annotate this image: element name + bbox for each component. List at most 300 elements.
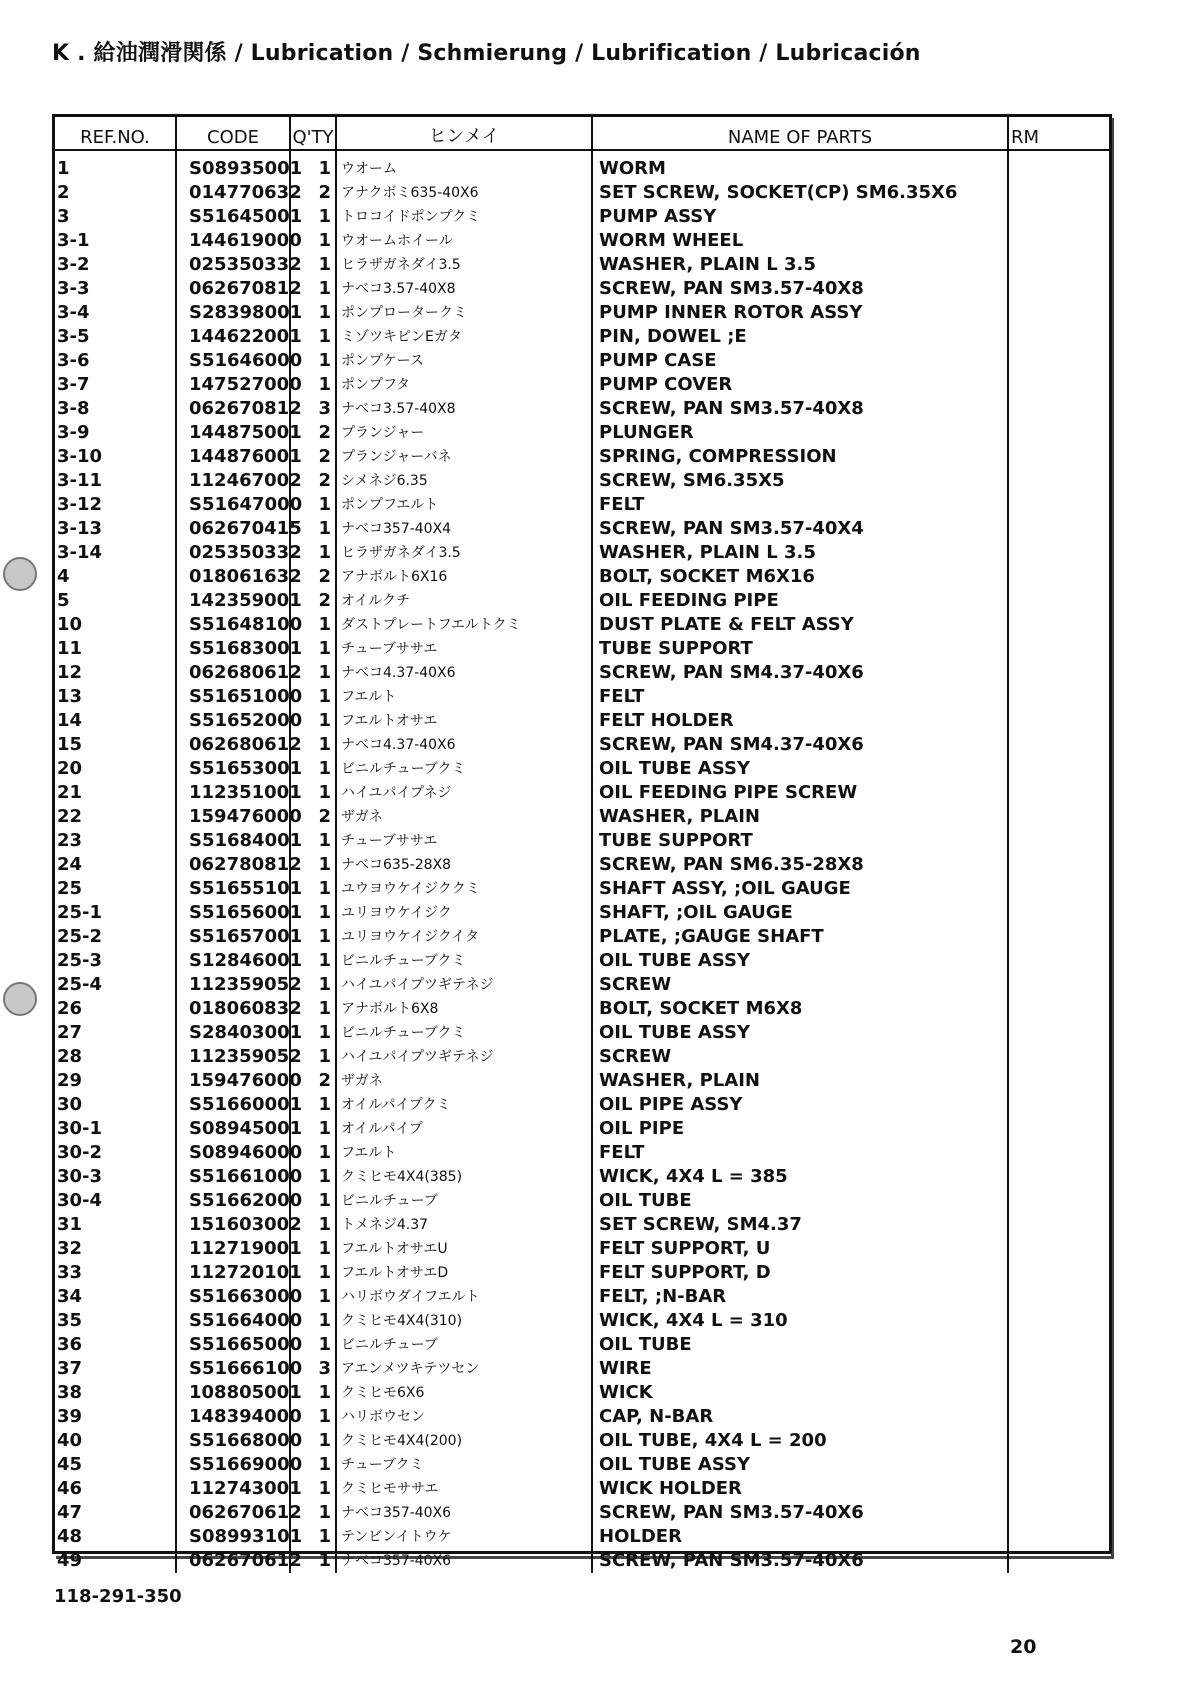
ref-no-cell: 40 [55, 1429, 176, 1453]
code-cell: S51668000 [176, 1429, 290, 1453]
qty-cell: 1 [290, 1549, 336, 1573]
qty-cell: 1 [290, 1093, 336, 1117]
katakana-name-cell: アナボルト6X8 [336, 997, 592, 1021]
table-row [55, 1141, 1109, 1165]
ref-no-cell: 3-9 [55, 421, 176, 445]
katakana-name-cell: ウオーム [336, 150, 592, 181]
table-row [55, 1477, 1109, 1501]
part-name-cell: PLUNGER [592, 421, 1008, 445]
header-katakana-name: ヒンメイ [336, 117, 592, 150]
qty-cell: 2 [290, 589, 336, 613]
part-name-cell: OIL PIPE ASSY [592, 1093, 1008, 1117]
part-name-cell: SCREW, PAN SM4.37-40X6 [592, 733, 1008, 757]
code-cell: 062670415 [176, 517, 290, 541]
ref-no-cell: 1 [55, 150, 176, 181]
part-name-cell: SHAFT, ;OIL GAUGE [592, 901, 1008, 925]
part-name-cell: WICK HOLDER [592, 1477, 1008, 1501]
code-cell: S28398001 [176, 301, 290, 325]
katakana-name-cell: オイルパイプ [336, 1117, 592, 1141]
part-name-cell: OIL PIPE [592, 1117, 1008, 1141]
remarks-cell [1008, 150, 1109, 181]
remarks-cell [1008, 397, 1109, 421]
ref-no-cell: 3-1 [55, 229, 176, 253]
remarks-cell [1008, 229, 1109, 253]
table-row [55, 517, 1109, 541]
katakana-name-cell: ダストプレートフエルトクミ [336, 613, 592, 637]
code-cell: S28403001 [176, 1021, 290, 1045]
code-cell: 062680612 [176, 661, 290, 685]
ref-no-cell: 25-1 [55, 901, 176, 925]
katakana-name-cell: ビニルチューブクミ [336, 949, 592, 973]
part-name-cell: SHAFT ASSY, ;OIL GAUGE [592, 877, 1008, 901]
table-header-row [55, 117, 1109, 150]
qty-cell: 1 [290, 1045, 336, 1069]
qty-cell: 1 [290, 973, 336, 997]
katakana-name-cell: フエルトオサエD [336, 1261, 592, 1285]
table-row [55, 1237, 1109, 1261]
katakana-name-cell: ハイユパイプツギテネジ [336, 973, 592, 997]
qty-cell: 1 [290, 277, 336, 301]
katakana-name-cell: プランジャー [336, 421, 592, 445]
katakana-name-cell: ポンプフエルト [336, 493, 592, 517]
qty-cell: 1 [290, 1189, 336, 1213]
code-cell: 112359052 [176, 973, 290, 997]
code-cell: 144876001 [176, 445, 290, 469]
part-name-cell: SCREW [592, 1045, 1008, 1069]
qty-cell: 2 [290, 469, 336, 493]
katakana-name-cell: ヒラザガネダイ3.5 [336, 253, 592, 277]
qty-cell: 1 [290, 1477, 336, 1501]
katakana-name-cell: アエンメツキテツセン [336, 1357, 592, 1381]
part-name-cell: FELT HOLDER [592, 709, 1008, 733]
katakana-name-cell: ザガネ [336, 1069, 592, 1093]
code-cell: 147527000 [176, 373, 290, 397]
ref-no-cell: 3-11 [55, 469, 176, 493]
code-cell: S51645001 [176, 205, 290, 229]
table-row [55, 1429, 1109, 1453]
table-row [55, 229, 1109, 253]
qty-cell: 1 [290, 1213, 336, 1237]
table-row [55, 1093, 1109, 1117]
katakana-name-cell: ナベコ635-28X8 [336, 853, 592, 877]
table-row [55, 1045, 1109, 1069]
ref-no-cell: 32 [55, 1237, 176, 1261]
code-cell: S51666100 [176, 1357, 290, 1381]
table-row [55, 1453, 1109, 1477]
katakana-name-cell: ミゾツキピンEガタ [336, 325, 592, 349]
table-row [55, 541, 1109, 565]
table-row [55, 1285, 1109, 1309]
remarks-cell [1008, 205, 1109, 229]
part-name-cell: HOLDER [592, 1525, 1008, 1549]
ref-no-cell: 3-14 [55, 541, 176, 565]
code-cell: 062670612 [176, 1501, 290, 1525]
part-name-cell: SCREW, PAN SM4.37-40X6 [592, 661, 1008, 685]
qty-cell: 1 [290, 781, 336, 805]
ref-no-cell: 10 [55, 613, 176, 637]
table-row [55, 445, 1109, 469]
part-name-cell: SCREW [592, 973, 1008, 997]
remarks-cell [1008, 733, 1109, 757]
code-cell: 144619000 [176, 229, 290, 253]
code-cell: S51661000 [176, 1165, 290, 1189]
ref-no-cell: 3 [55, 205, 176, 229]
remarks-cell [1008, 421, 1109, 445]
table-row [55, 829, 1109, 853]
katakana-name-cell: チューブクミ [336, 1453, 592, 1477]
table-row [55, 853, 1109, 877]
katakana-name-cell: ビニルチューブ [336, 1189, 592, 1213]
qty-cell: 1 [290, 1261, 336, 1285]
header-qty: Q'TY [290, 117, 336, 150]
table-row [55, 421, 1109, 445]
table-row [55, 1069, 1109, 1093]
part-name-cell: BOLT, SOCKET M6X8 [592, 997, 1008, 1021]
ref-no-cell: 30-2 [55, 1141, 176, 1165]
ref-no-cell: 37 [55, 1357, 176, 1381]
remarks-cell [1008, 1309, 1109, 1333]
parts-table [55, 117, 1109, 1573]
qty-cell: 1 [290, 1453, 336, 1477]
part-name-cell: FELT, ;N-BAR [592, 1285, 1008, 1309]
ref-no-cell: 35 [55, 1309, 176, 1333]
code-cell: S51684001 [176, 829, 290, 853]
ref-no-cell: 28 [55, 1045, 176, 1069]
header-remarks: RM [1008, 117, 1109, 150]
ref-no-cell: 21 [55, 781, 176, 805]
ref-no-cell: 22 [55, 805, 176, 829]
katakana-name-cell: クミヒモササエ [336, 1477, 592, 1501]
code-cell: S51653001 [176, 757, 290, 781]
table-row [55, 1165, 1109, 1189]
code-cell: 112351001 [176, 781, 290, 805]
katakana-name-cell: ユウヨウケイジククミ [336, 877, 592, 901]
ref-no-cell: 25-2 [55, 925, 176, 949]
remarks-cell [1008, 373, 1109, 397]
ref-no-cell: 3-13 [55, 517, 176, 541]
remarks-cell [1008, 1117, 1109, 1141]
part-name-cell: PLATE, ;GAUGE SHAFT [592, 925, 1008, 949]
katakana-name-cell: ナベコ4.37-40X6 [336, 661, 592, 685]
remarks-cell [1008, 1549, 1109, 1573]
part-name-cell: PUMP ASSY [592, 205, 1008, 229]
katakana-name-cell: チューブササエ [336, 829, 592, 853]
ref-no-cell: 49 [55, 1549, 176, 1573]
code-cell: 112359052 [176, 1045, 290, 1069]
table-row [55, 301, 1109, 325]
katakana-name-cell: トメネジ4.37 [336, 1213, 592, 1237]
part-name-cell: SCREW, SM6.35X5 [592, 469, 1008, 493]
katakana-name-cell: アナボルト6X16 [336, 565, 592, 589]
katakana-name-cell: ビニルチューブクミ [336, 757, 592, 781]
katakana-name-cell: ハイユパイプネジ [336, 781, 592, 805]
qty-cell: 1 [290, 1165, 336, 1189]
part-name-cell: SCREW, PAN SM3.57-40X6 [592, 1501, 1008, 1525]
part-name-cell: OIL TUBE ASSY [592, 757, 1008, 781]
part-name-cell: WASHER, PLAIN L 3.5 [592, 253, 1008, 277]
katakana-name-cell: プランジャーバネ [336, 445, 592, 469]
code-cell: S51683001 [176, 637, 290, 661]
table-row [55, 589, 1109, 613]
table-row [55, 1021, 1109, 1045]
table-body [55, 150, 1109, 1573]
part-name-cell: OIL TUBE ASSY [592, 1453, 1008, 1477]
ref-no-cell: 39 [55, 1405, 176, 1429]
code-cell: S51646000 [176, 349, 290, 373]
part-name-cell: SPRING, COMPRESSION [592, 445, 1008, 469]
qty-cell: 1 [290, 1525, 336, 1549]
table-row [55, 1525, 1109, 1549]
remarks-cell [1008, 661, 1109, 685]
table-row [55, 325, 1109, 349]
qty-cell: 1 [290, 1501, 336, 1525]
code-cell: S08935001 [176, 150, 290, 181]
header-ref-no: REF.NO. [55, 117, 176, 150]
qty-cell: 2 [290, 1069, 336, 1093]
katakana-name-cell: ザガネ [336, 805, 592, 829]
qty-cell: 1 [290, 877, 336, 901]
part-name-cell: OIL FEEDING PIPE [592, 589, 1008, 613]
qty-cell: 1 [290, 733, 336, 757]
ref-no-cell: 46 [55, 1477, 176, 1501]
katakana-name-cell: ナベコ357-40X6 [336, 1549, 592, 1573]
katakana-name-cell: シメネジ6.35 [336, 469, 592, 493]
part-name-cell: SCREW, PAN SM3.57-40X8 [592, 397, 1008, 421]
part-name-cell: SCREW, PAN SM3.57-40X4 [592, 517, 1008, 541]
remarks-cell [1008, 1141, 1109, 1165]
code-cell: S08993101 [176, 1525, 290, 1549]
qty-cell: 1 [290, 349, 336, 373]
katakana-name-cell: フエルト [336, 1141, 592, 1165]
qty-cell: 1 [290, 1429, 336, 1453]
remarks-cell [1008, 1477, 1109, 1501]
ref-no-cell: 30-1 [55, 1117, 176, 1141]
ref-no-cell: 25-4 [55, 973, 176, 997]
qty-cell: 1 [290, 997, 336, 1021]
remarks-cell [1008, 1261, 1109, 1285]
parts-table-frame [52, 114, 1112, 1571]
code-cell: S51663000 [176, 1285, 290, 1309]
ref-no-cell: 11 [55, 637, 176, 661]
part-name-cell: OIL TUBE, 4X4 L = 200 [592, 1429, 1008, 1453]
table-row [55, 1549, 1109, 1573]
table-row [55, 757, 1109, 781]
part-name-cell: PUMP CASE [592, 349, 1008, 373]
remarks-cell [1008, 1405, 1109, 1429]
code-cell: 025350332 [176, 541, 290, 565]
katakana-name-cell: フエルト [336, 685, 592, 709]
ref-no-cell: 3-5 [55, 325, 176, 349]
ref-no-cell: 33 [55, 1261, 176, 1285]
remarks-cell [1008, 325, 1109, 349]
part-name-cell: FELT SUPPORT, D [592, 1261, 1008, 1285]
code-cell: S51664000 [176, 1309, 290, 1333]
part-name-cell: DUST PLATE & FELT ASSY [592, 613, 1008, 637]
ref-no-cell: 3-4 [55, 301, 176, 325]
remarks-cell [1008, 277, 1109, 301]
remarks-cell [1008, 253, 1109, 277]
qty-cell: 2 [290, 181, 336, 205]
remarks-cell [1008, 757, 1109, 781]
katakana-name-cell: ユリヨウケイジクイタ [336, 925, 592, 949]
part-name-cell: TUBE SUPPORT [592, 829, 1008, 853]
katakana-name-cell: オイルパイプクミ [336, 1093, 592, 1117]
qty-cell: 1 [290, 901, 336, 925]
part-name-cell: WICK, 4X4 L = 310 [592, 1309, 1008, 1333]
remarks-cell [1008, 901, 1109, 925]
qty-cell: 1 [290, 1381, 336, 1405]
code-cell: 108805001 [176, 1381, 290, 1405]
remarks-cell [1008, 997, 1109, 1021]
code-cell: S51660001 [176, 1093, 290, 1117]
table-row [55, 373, 1109, 397]
remarks-cell [1008, 181, 1109, 205]
katakana-name-cell: オイルクチ [336, 589, 592, 613]
table-row [55, 613, 1109, 637]
ref-no-cell: 30 [55, 1093, 176, 1117]
part-name-cell: SCREW, PAN SM6.35-28X8 [592, 853, 1008, 877]
katakana-name-cell: トロコイドポンプクミ [336, 205, 592, 229]
table-row [55, 277, 1109, 301]
table-row [55, 1117, 1109, 1141]
part-name-cell: OIL TUBE ASSY [592, 1021, 1008, 1045]
remarks-cell [1008, 565, 1109, 589]
part-name-cell: OIL FEEDING PIPE SCREW [592, 781, 1008, 805]
code-cell: 144622001 [176, 325, 290, 349]
part-name-cell: SCREW, PAN SM3.57-40X6 [592, 1549, 1008, 1573]
table-row [55, 709, 1109, 733]
part-name-cell: PIN, DOWEL ;E [592, 325, 1008, 349]
remarks-cell [1008, 1045, 1109, 1069]
table-row [55, 565, 1109, 589]
ref-no-cell: 27 [55, 1021, 176, 1045]
remarks-cell [1008, 517, 1109, 541]
remarks-cell [1008, 1069, 1109, 1093]
qty-cell: 1 [290, 685, 336, 709]
katakana-name-cell: クミヒモ6X6 [336, 1381, 592, 1405]
qty-cell: 2 [290, 805, 336, 829]
part-name-cell: WICK [592, 1381, 1008, 1405]
code-cell: 159476000 [176, 1069, 290, 1093]
qty-cell: 1 [290, 613, 336, 637]
qty-cell: 1 [290, 325, 336, 349]
code-cell: S51656001 [176, 901, 290, 925]
table-row [55, 901, 1109, 925]
qty-cell: 1 [290, 541, 336, 565]
qty-cell: 1 [290, 205, 336, 229]
code-cell: 144875001 [176, 421, 290, 445]
ref-no-cell: 3-6 [55, 349, 176, 373]
remarks-cell [1008, 541, 1109, 565]
code-cell: 062780812 [176, 853, 290, 877]
code-cell: S51657001 [176, 925, 290, 949]
qty-cell: 1 [290, 757, 336, 781]
table-row [55, 637, 1109, 661]
ref-no-cell: 30-4 [55, 1189, 176, 1213]
code-cell: S51648100 [176, 613, 290, 637]
remarks-cell [1008, 1333, 1109, 1357]
remarks-cell [1008, 1165, 1109, 1189]
remarks-cell [1008, 637, 1109, 661]
remarks-cell [1008, 1237, 1109, 1261]
katakana-name-cell: ナベコ4.37-40X6 [336, 733, 592, 757]
ref-no-cell: 26 [55, 997, 176, 1021]
qty-cell: 1 [290, 1021, 336, 1045]
katakana-name-cell: フエルトオサエ [336, 709, 592, 733]
code-cell: S51651000 [176, 685, 290, 709]
ref-no-cell: 14 [55, 709, 176, 733]
remarks-cell [1008, 877, 1109, 901]
qty-cell: 1 [290, 1309, 336, 1333]
ref-no-cell: 3-7 [55, 373, 176, 397]
katakana-name-cell: ナベコ3.57-40X8 [336, 277, 592, 301]
qty-cell: 1 [290, 949, 336, 973]
table-row [55, 973, 1109, 997]
binder-hole [3, 557, 37, 591]
part-name-cell: PUMP COVER [592, 373, 1008, 397]
katakana-name-cell: クミヒモ4X4(385) [336, 1165, 592, 1189]
katakana-name-cell: ナベコ357-40X4 [336, 517, 592, 541]
table-row [55, 877, 1109, 901]
code-cell: 062670812 [176, 277, 290, 301]
part-name-cell: BOLT, SOCKET M6X16 [592, 565, 1008, 589]
code-cell: S51662000 [176, 1189, 290, 1213]
table-row [55, 781, 1109, 805]
code-cell: S51655101 [176, 877, 290, 901]
ref-no-cell: 31 [55, 1213, 176, 1237]
table-row [55, 805, 1109, 829]
remarks-cell [1008, 973, 1109, 997]
katakana-name-cell: クミヒモ4X4(200) [336, 1429, 592, 1453]
remarks-cell [1008, 1093, 1109, 1117]
table-row [55, 1309, 1109, 1333]
katakana-name-cell: チューブササエ [336, 637, 592, 661]
remarks-cell [1008, 685, 1109, 709]
qty-cell: 2 [290, 565, 336, 589]
part-name-cell: WICK, 4X4 L = 385 [592, 1165, 1008, 1189]
table-row [55, 469, 1109, 493]
part-name-cell: FELT SUPPORT, U [592, 1237, 1008, 1261]
qty-cell: 1 [290, 853, 336, 877]
table-row [55, 1189, 1109, 1213]
katakana-name-cell: ポンプケース [336, 349, 592, 373]
qty-cell: 1 [290, 925, 336, 949]
code-cell: 014770632 [176, 181, 290, 205]
qty-cell: 1 [290, 1333, 336, 1357]
katakana-name-cell: フエルトオサエU [336, 1237, 592, 1261]
katakana-name-cell: アナクボミ635-40X6 [336, 181, 592, 205]
code-cell: S51647000 [176, 493, 290, 517]
remarks-cell [1008, 805, 1109, 829]
code-cell: 112467002 [176, 469, 290, 493]
ref-no-cell: 4 [55, 565, 176, 589]
ref-no-cell: 48 [55, 1525, 176, 1549]
katakana-name-cell: ハイユパイプツギテネジ [336, 1045, 592, 1069]
table-row [55, 397, 1109, 421]
qty-cell: 1 [290, 637, 336, 661]
katakana-name-cell: ビニルチューブクミ [336, 1021, 592, 1045]
ref-no-cell: 15 [55, 733, 176, 757]
code-cell: 159476000 [176, 805, 290, 829]
ref-no-cell: 45 [55, 1453, 176, 1477]
ref-no-cell: 3-12 [55, 493, 176, 517]
table-row [55, 1357, 1109, 1381]
qty-cell: 1 [290, 150, 336, 181]
table-row [55, 1381, 1109, 1405]
code-cell: S51669000 [176, 1453, 290, 1477]
ref-no-cell: 13 [55, 685, 176, 709]
table-row [55, 685, 1109, 709]
